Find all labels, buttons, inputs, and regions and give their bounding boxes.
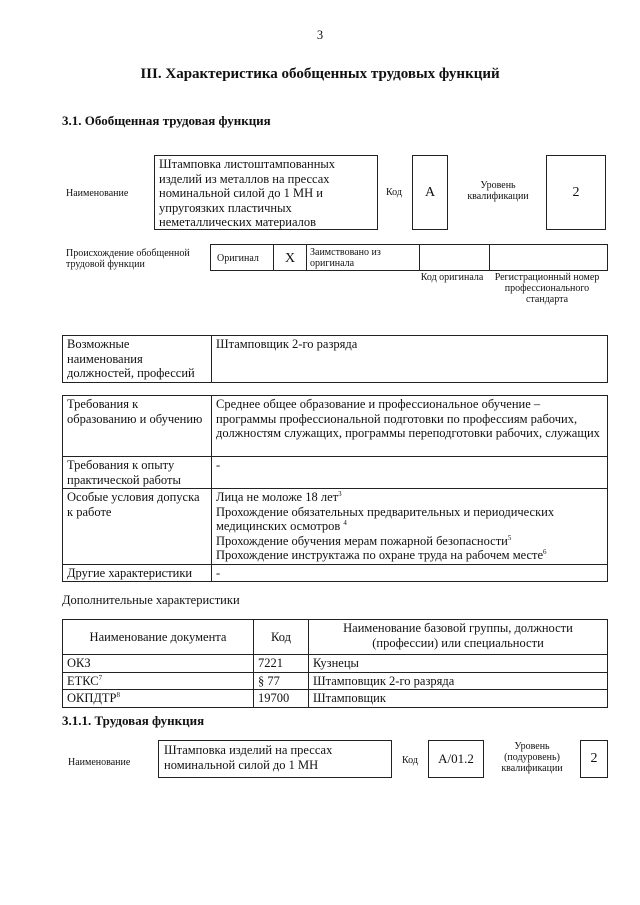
- tf-level-label: Уровень (подуровень) квалификации: [501, 741, 563, 774]
- row-doc: ОКПДТР$^8$: [63, 690, 254, 708]
- tf-level-value: 2: [580, 740, 608, 778]
- gtf-level-value: 2: [546, 155, 606, 230]
- condition-line: Прохождение обучения мерам пожарной безопасности$^5$: [216, 533, 512, 548]
- additional-heading: Дополнительные характеристики: [62, 593, 240, 607]
- row-code: § 77: [254, 672, 309, 690]
- reg-number-caption: Регистрационный номер профессионального стандарта: [494, 272, 600, 305]
- gtf-origin-label: Происхождение обобщенной трудовой функции: [66, 248, 190, 270]
- req-conditions-label: Особые условия допуска к работе: [63, 489, 212, 565]
- gtf-name-value: Штамповка листоштампованных изделий из металлов на прессах номинальной силой до 1 МН и упругоязких пластичных неметаллических материалов: [154, 155, 378, 230]
- tf-name-label: Наименование: [68, 757, 131, 768]
- borrowed-label: Заимствовано из оригинала: [306, 244, 420, 271]
- row-name: Кузнецы: [309, 655, 608, 673]
- origin-table: [210, 244, 608, 271]
- col-code-header: Код: [254, 620, 309, 655]
- table-row: [63, 655, 608, 673]
- requirement-row: [63, 564, 608, 582]
- tf-code-value: A/01.2: [428, 740, 484, 778]
- req-education-label: Требования к образованию и обучению: [63, 396, 212, 457]
- gtf-code-value: A: [412, 155, 448, 230]
- condition-line: Лица не моложе 18 лет$^3$: [216, 489, 342, 504]
- gtf-name-label: Наименование: [66, 188, 129, 199]
- table-row: [63, 672, 608, 690]
- row-doc: ОКЗ: [63, 655, 254, 673]
- requirement-row: [63, 457, 608, 489]
- req-other-label: Другие характеристики: [63, 564, 212, 582]
- original-label: Оригинал: [210, 244, 274, 271]
- reg-number-cell: [489, 244, 608, 271]
- tf-heading: 3.1.1. Трудовая функция: [62, 713, 205, 728]
- gtf-heading: 3.1. Обобщенная трудовая функция: [62, 113, 271, 128]
- req-conditions-value: [212, 489, 608, 565]
- condition-line: Прохождение инструктажа по охране труда на рабочем месте$^6$: [216, 547, 547, 562]
- original-mark: X: [273, 244, 307, 271]
- table-row: [63, 690, 608, 708]
- tf-code-label: Код: [402, 755, 418, 766]
- row-code: 7221: [254, 655, 309, 673]
- tf-name-value: Штамповка изделий на прессах номинальной силой до 1 МН: [158, 740, 392, 778]
- col-name-header: Наименование базовой группы, должности (профессии) или специальности: [309, 620, 608, 655]
- row-code: 19700: [254, 690, 309, 708]
- gtf-level-label: Уровень квалификации: [467, 180, 529, 202]
- requirement-row: [63, 396, 608, 457]
- requirement-row: [63, 489, 608, 565]
- req-other-value: -: [212, 564, 608, 582]
- req-education-value: Среднее общее образование и профессиональное обучение – программы профессиональной подготовки по профессиям рабочих, должностям служащих, программы переподготовки рабочих, служащих: [212, 396, 608, 457]
- positions-value: Штамповщик 2-го разряда: [212, 336, 608, 383]
- positions-table: [62, 335, 608, 383]
- section-title: III. Характеристика обобщенных трудовых функций: [140, 66, 500, 82]
- page-number: 3: [316, 28, 324, 42]
- req-experience-label: Требования к опыту практической работы: [63, 457, 212, 489]
- requirements-table: [62, 395, 608, 582]
- positions-label: Возможные наименования должностей, профессий: [63, 336, 212, 383]
- req-experience-value: -: [212, 457, 608, 489]
- row-name: Штамповщик: [309, 690, 608, 708]
- origin-code-cell: [419, 244, 490, 271]
- table-header-row: [63, 620, 608, 655]
- row-doc: ЕТКС$^7$: [63, 672, 254, 690]
- origin-code-caption: Код оригинала: [420, 272, 484, 283]
- condition-line: Прохождение обязательных предварительных и периодических медицинских осмотров $^4$: [216, 504, 555, 533]
- col-doc-header: Наименование документа: [63, 620, 254, 655]
- row-name: Штамповщик 2-го разряда: [309, 672, 608, 690]
- additional-table: [62, 619, 608, 708]
- gtf-code-label: Код: [386, 187, 402, 198]
